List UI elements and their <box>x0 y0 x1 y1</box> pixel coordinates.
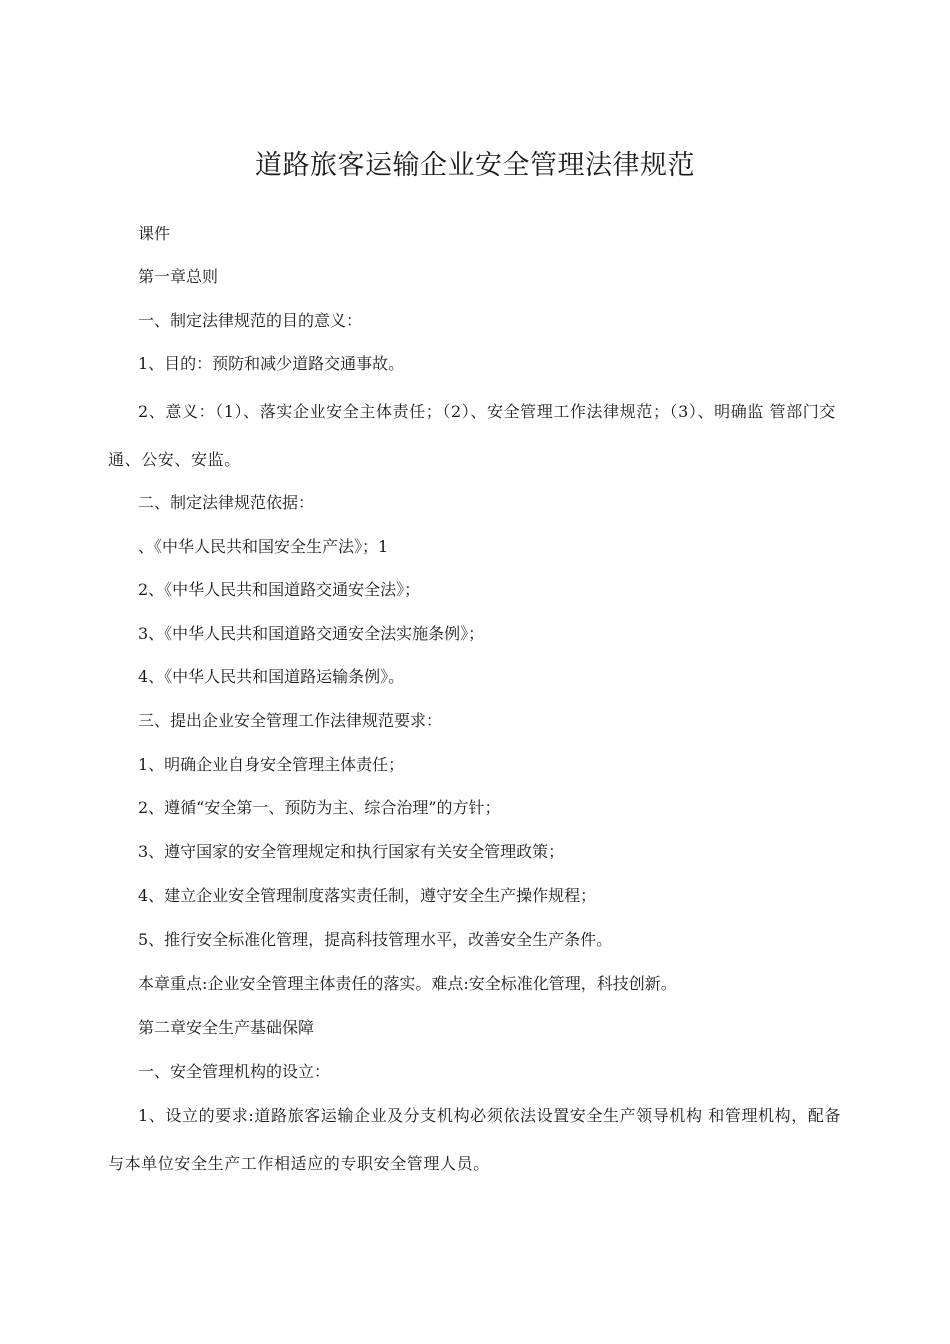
list-item: 2、《中华人民共和国道路交通安全法》； <box>138 580 421 599</box>
list-item: 2、遵循“安全第一、预防为主、综合治理”的方针； <box>138 798 501 817</box>
section-heading: 三、提出企业安全管理工作法律规范要求： <box>138 711 443 730</box>
list-item: 5、推行安全标准化管理，提高科技管理水平，改善安全生产条件。 <box>138 930 613 949</box>
paragraph: 课件 <box>138 224 171 243</box>
section-heading: 二、制定法律规范依据： <box>138 493 315 512</box>
list-item: 3、《中华人民共和国道路交通安全法实施条例》； <box>138 624 485 643</box>
chapter-heading: 第一章总则 <box>138 267 219 286</box>
chapter-heading: 第二章安全生产基础保障 <box>138 1018 315 1037</box>
section-heading: 一、安全管理机构的设立： <box>138 1062 331 1081</box>
list-item: 4、《中华人民共和国道路运输条例》。 <box>138 667 405 686</box>
document-title: 道路旅客运输企业安全管理法律规范 <box>255 150 695 181</box>
section-heading: 一、制定法律规范的目的意义： <box>138 311 363 330</box>
paragraph: 2、意义：（1）、落实企业安全主体责任；（2）、安全管理工作法律规范；（3）、明确监 管部门交通、公安、安监。 <box>108 402 837 469</box>
paragraph: 1、目的：预防和减少道路交通事故。 <box>138 354 405 373</box>
chapter-summary: 本章重点:企业安全管理主体责任的落实。难点:安全标准化管理，科技创新。 <box>138 974 677 993</box>
list-item: 1、明确企业自身安全管理主体责任； <box>138 755 405 774</box>
list-item: 3、遵守国家的安全管理规定和执行国家有关安全管理政策； <box>138 842 565 861</box>
paragraph: 1、设立的要求:道路旅客运输企业及分支机构必须依法设置安全生产领导机构 和管理机构，配备与本单位安全生产工作相适应的专职安全管理人员。 <box>108 1106 842 1173</box>
list-item: 、《中华人民共和国安全生产法》；1 <box>138 537 389 556</box>
list-item: 4、建立企业安全管理制度落实责任制，遵守安全生产操作规程； <box>138 886 597 905</box>
